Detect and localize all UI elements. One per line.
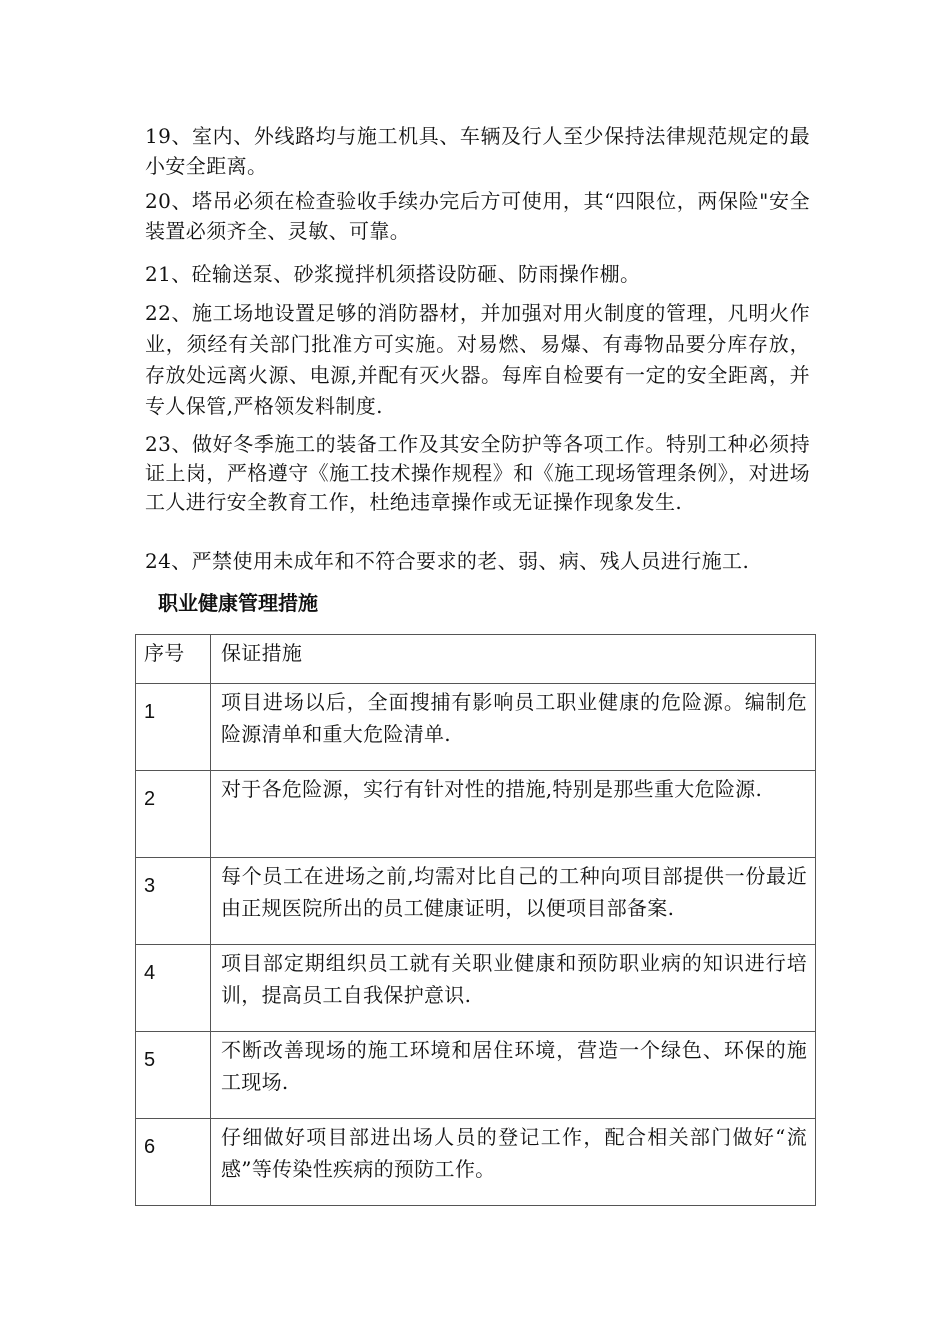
table-row bbox=[136, 771, 816, 858]
row-number: 5 bbox=[136, 1032, 211, 1119]
row-number: 3 bbox=[136, 858, 211, 945]
table-header-row bbox=[136, 635, 816, 684]
paragraph-item-24: 24、严禁使用未成年和不符合要求的老、弱、病、残人员进行施工. bbox=[145, 549, 750, 573]
row-number: 1 bbox=[136, 684, 211, 771]
row-measure: 仔细做好项目部进出场人员的登记工作，配合相关部门做好“流感”等传染性疾病的预防工作。 bbox=[211, 1119, 816, 1206]
table-row bbox=[136, 945, 816, 1032]
table-row bbox=[136, 858, 816, 945]
row-measure: 项目进场以后，全面搜捕有影响员工职业健康的危险源。编制危险源清单和重大危险清单. bbox=[211, 684, 816, 771]
section-title: 职业健康管理措施 bbox=[158, 591, 318, 615]
paragraph-item-23: 23、做好冬季施工的装备工作及其安全防护等各项工作。特别工种必须持证上岗，严格遵守《施工技术操作规程》和《施工现场管理条例》，对进场工人进行安全教育工作，杜绝违章操作或无证操作现象发生. bbox=[145, 432, 810, 514]
header-measure: 保证措施 bbox=[211, 635, 816, 684]
paragraph-item-22: 22、施工场地设置足够的消防器材，并加强对用火制度的管理，凡明火作业，须经有关部门批准方可实施。对易燃、易爆、有毒物品要分库存放，存放处远离火源、电源,并配有灭火器。每库自检要有一定的安全距离，并专人保管,严格领发料制度. bbox=[145, 301, 810, 418]
row-measure: 项目部定期组织员工就有关职业健康和预防职业病的知识进行培训，提高员工自我保护意识. bbox=[211, 945, 816, 1032]
row-measure: 每个员工在进场之前,均需对比自己的工种向项目部提供一份最近由正规医院所出的员工健康证明，以便项目部备案. bbox=[211, 858, 816, 945]
header-number: 序号 bbox=[136, 635, 211, 684]
paragraph-item-19: 19、室内、外线路均与施工机具、车辆及行人至少保持法律规范规定的最小安全距离。 bbox=[145, 124, 810, 178]
row-number: 6 bbox=[136, 1119, 211, 1206]
paragraph-item-20: 20、塔吊必须在检查验收手续办完后方可使用，其“四限位，两保险"安全装置必须齐全、灵敏、可靠。 bbox=[145, 189, 810, 243]
paragraph-item-21: 21、砼输送泵、砂浆搅拌机须搭设防砸、防雨操作棚。 bbox=[145, 262, 641, 286]
row-measure: 对于各危险源，实行有针对性的措施,特别是那些重大危险源. bbox=[211, 771, 816, 858]
row-number: 4 bbox=[136, 945, 211, 1032]
table-row bbox=[136, 1032, 816, 1119]
row-number: 2 bbox=[136, 771, 211, 858]
row-measure: 不断改善现场的施工环境和居住环境，营造一个绿色、环保的施工现场. bbox=[211, 1032, 816, 1119]
table-row bbox=[136, 684, 816, 771]
health-measures-table bbox=[135, 634, 816, 1206]
table-row bbox=[136, 1119, 816, 1206]
